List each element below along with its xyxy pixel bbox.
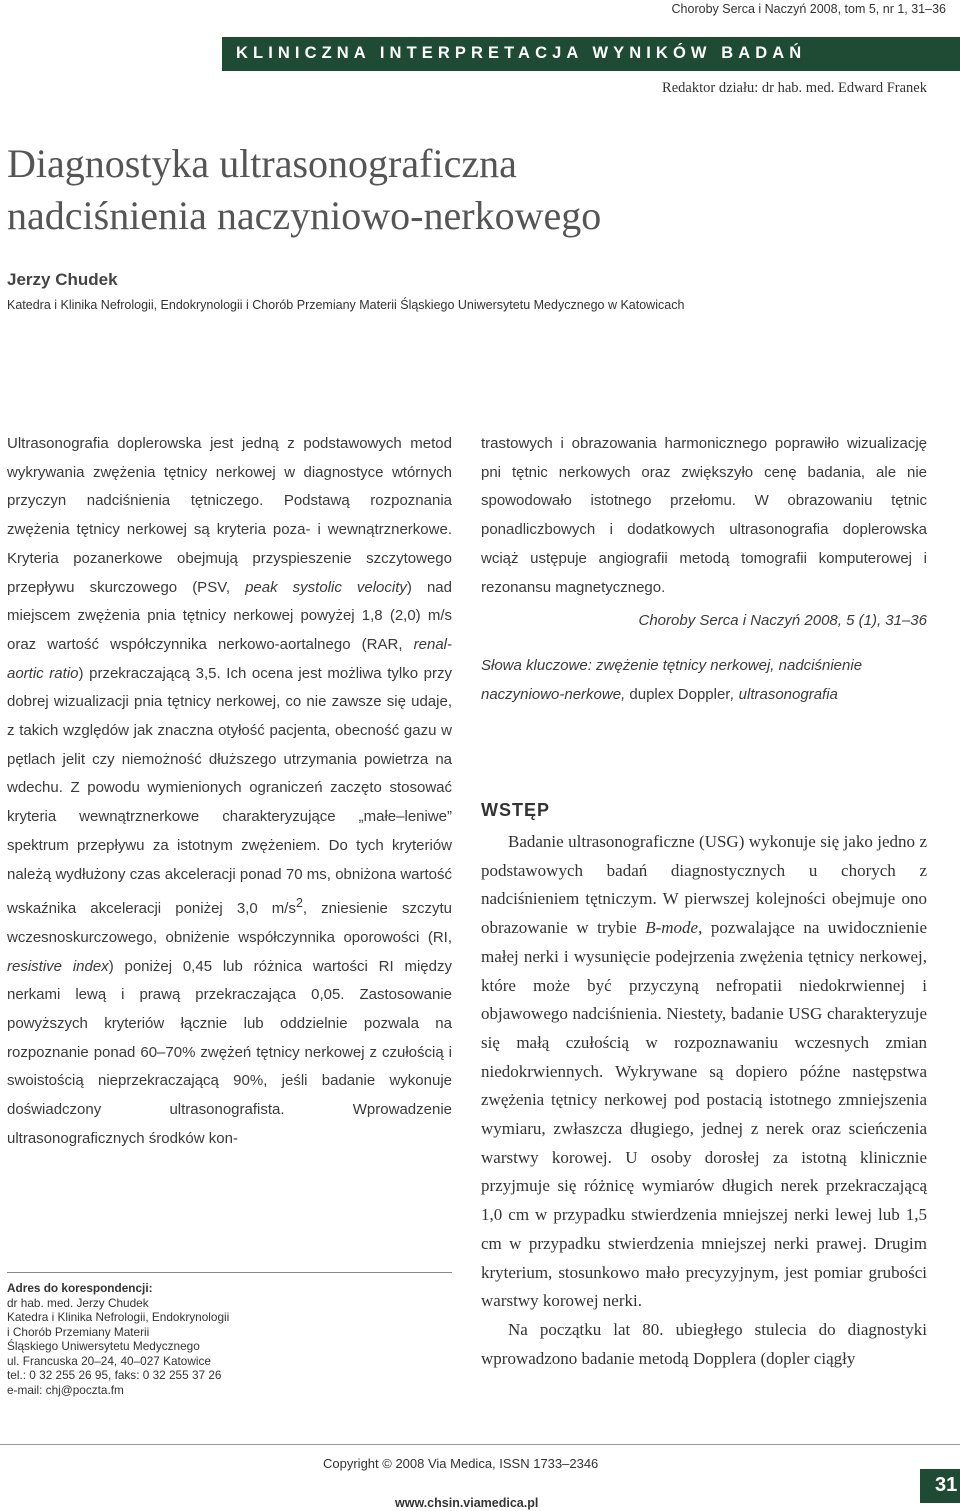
copyright-notice: Copyright © 2008 Via Medica, ISSN 1733–2346 bbox=[323, 1456, 599, 1471]
correspondence-divider bbox=[7, 1272, 452, 1273]
correspondence-line: Katedra i Klinika Nefrologii, Endokrynologii bbox=[7, 1310, 230, 1324]
section-editor: Redaktor działu: dr hab. med. Edward Franek bbox=[662, 80, 927, 96]
article-author: Jerzy Chudek bbox=[7, 270, 118, 289]
correspondence-line: Śląskiego Uniwersytetu Medycznego bbox=[7, 1339, 200, 1353]
correspondence-line: ul. Francuska 20–24, 40–027 Katowice bbox=[7, 1353, 211, 1368]
intro-text: , pozwalające na uwidocznienie małej nerki i wysunięcie podejrzenia zwężenia tętnicy nerkowej, które może być przyczyną nefropatii niedokrwiennej i objawowego nadciśnienia. Niestety, badanie USG charakteryzuje się małą czułością w rozpoznawaniu wczesnych zmian niedokrwiennych. Wykrywane są dopiero późne następstwa zwężenia tętnicy nerkowej pod postacią istotnego zmniejszenia wymiaru, zwłaszcza długiego, jednej z nerek oraz scieńczenia warstwy korowej. U osoby dorosłej za istotną klinicznie przyjmuje się różnicę wymiarów długich nerek przekraczającą 1,0 cm w przypadku stwierdzenia mniejszej nerki lewej lub 1,5 cm w przypadku stwierdzenia mniejszej nerki prawej. Drugim kryterium, stosunkowo mało precyzyjnym, jest pomiar grubości warstwy korowej nerki. bbox=[481, 918, 927, 1311]
keywords bbox=[481, 652, 927, 709]
keywords-text: zwężenie tętnicy nerkowej, nadciśnienie naczyniowo-nerkowe, bbox=[481, 657, 863, 703]
abstract-term-ri: resistive index bbox=[7, 957, 109, 975]
author-affiliation: Katedra i Klinika Nefrologii, Endokrynologii i Chorób Przemiany Materii Śląskiego Uniwersytetu Medycznego w Katowicach bbox=[7, 298, 685, 312]
abstract-term-psv: peak systolic velocity bbox=[245, 578, 407, 596]
correspondence-line: dr hab. med. Jerzy Chudek bbox=[7, 1295, 149, 1310]
article-title-line-2: nadciśnienia naczyniowo-nerkowego bbox=[7, 193, 602, 238]
keywords-text: duplex Doppler bbox=[629, 685, 731, 703]
abstract-term-rar: renal-aortic ratio bbox=[7, 635, 452, 682]
journal-citation-line: Choroby Serca i Naczyń 2008, tom 5, nr 1, 31–36 bbox=[671, 2, 946, 16]
correspondence-address bbox=[7, 1281, 229, 1397]
correspondence-line: tel.: 0 32 255 26 95, faks: 0 32 255 37 26 bbox=[7, 1368, 222, 1382]
journal-website-link[interactable]: www.chsin.viamedica.pl bbox=[395, 1496, 539, 1510]
section-banner bbox=[222, 37, 960, 71]
keywords-label: Słowa kluczowe: bbox=[481, 657, 592, 674]
abstract-text: ) przekraczającą 3,5. Ich ocena jest możliwa tylko przy dobrej wizualizacji pnia tętnicy nerkowej, co nie zawsze się udaje, z takich względów jak znaczna otyłość pacjenta, obecność gazu w pętlach jelit czy niemożność dłuższego utrzymania powietrza na wdechu. Z powodu wymienionych ograniczeń zaczęto stosować kryteria wewnątrznerkowe charakteryzujące „małe–leniwe” spektrum przepływu za istotnym zwężeniem. Do tych kryteriów należą wydłużony czas akceleracji ponad 70 ms, obniżona wartość wskaźnika akceleracji poniżej 3,0 m/s bbox=[7, 664, 453, 918]
abstract-text: ) nad miejscem zwężenia pnia tętnicy nerkowej powyżej 1,8 (2,0) m/s oraz wartość współczynnika nerkowo-aortalnego (RAR, bbox=[7, 578, 452, 653]
abstract-text: , zniesienie szczytu wczesnoskurczowego, obniżenie współczynnika oporowości (RI, bbox=[7, 900, 452, 946]
footer-divider bbox=[0, 1444, 960, 1445]
correspondence-label: Adres do korespondencji: bbox=[7, 1281, 153, 1295]
abstract-superscript: 2 bbox=[295, 896, 303, 911]
intro-paragraph bbox=[481, 828, 927, 1316]
abstract-text: ) poniżej 0,45 lub różnica wartości RI między nerkami lewą i prawą przekraczająca 0,05. Zastosowanie powyższych kryteriów łącznie lub oddzielnie pozwala na rozpoznanie ponad 60–70% zwężeń tętnicy nerkowej z czułością i swoistością nieprzekraczającą 90%, jeśli badanie wykonuje doświadczony ultrasonografista. Wprowadzenie ultrasonograficznych środków kon- bbox=[7, 957, 452, 1147]
section-banner-label: KLINICZNA INTERPRETACJA WYNIKÓW BADAŃ bbox=[236, 44, 807, 62]
article-title-line-1: Diagnostyka ultrasonograficzna bbox=[7, 141, 517, 186]
article-title bbox=[7, 138, 601, 242]
correspondence-email[interactable]: e-mail: chj@poczta.fm bbox=[7, 1382, 124, 1397]
intro-body bbox=[481, 828, 927, 1373]
abstract-right-column: trastowych i obrazowania harmonicznego poprawiło wizualizację pni tętnic nerkowych oraz zwiększyło cenę badania, ale nie spowodowało istotnego przełomu. W obrazowaniu tętnic ponadliczbowych i dodatkowych ultrasonografia doplerowska wciąż ustępuje angiografii metodą tomografii komputerowej i rezonansu magnetycznego. bbox=[481, 435, 927, 596]
page-number: 31 bbox=[935, 1474, 958, 1496]
correspondence-line: i Chorób Przemiany Materii bbox=[7, 1324, 150, 1339]
abstract-text: Ultrasonografia doplerowska jest jedną z podstawowych metod wykrywania zwężenia tętnicy nerkowej w diagnostyce wtórnych przyczyn nadciśnienia tętniczego. Podstawą rozpoznania zwężenia tętnicy nerkowej są kryteria poza- i wewnątrznerkowe. Kryteria pozanerkowe obejmują przyspieszenie szczytowego przepływu skurczowego (PSV, bbox=[7, 435, 452, 596]
abstract-citation: Choroby Serca i Naczyń 2008, 5 (1), 31–36 bbox=[638, 612, 927, 629]
intro-paragraph: Na początku lat 80. ubiegłego stulecia do diagnostyki wprowadzono badanie metodą Dopplera (dopler ciągły bbox=[481, 1319, 927, 1368]
keywords-text: , ultrasonografia bbox=[730, 685, 838, 703]
abstract-left-column bbox=[7, 430, 452, 1154]
intro-text: Badanie ultrasonograficzne (USG) wykonuje się jako jedno z podstawowych badań diagnostycznych u chorych z nadciśnieniem tętniczym. W pierwszej kolejności obejmuje ono obrazowanie w trybie bbox=[481, 832, 927, 938]
intro-term-bmode: B-mode bbox=[645, 918, 699, 938]
section-heading-intro: WSTĘP bbox=[481, 800, 551, 820]
